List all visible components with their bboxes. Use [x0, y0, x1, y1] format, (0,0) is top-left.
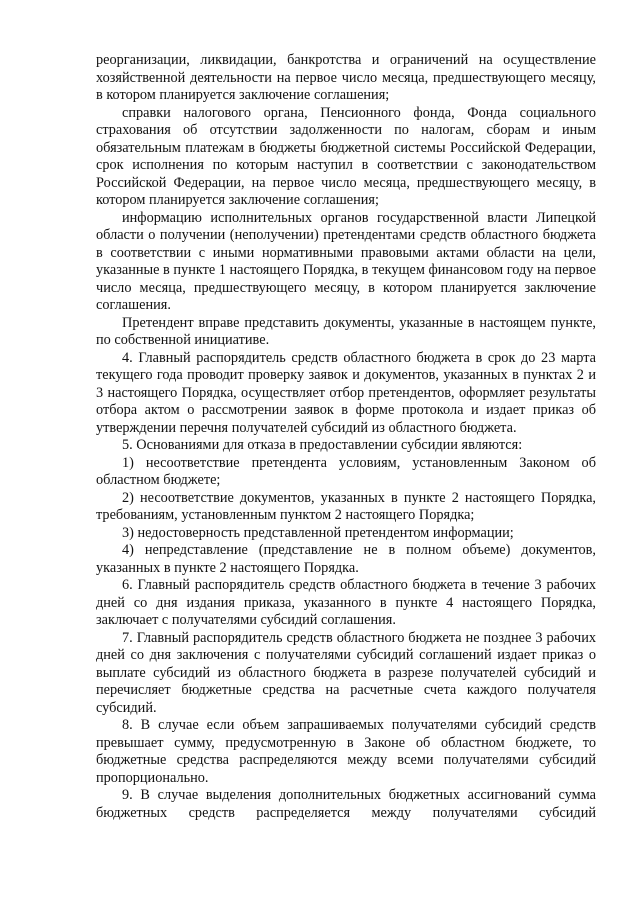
- paragraph-reason-3: 3) недостоверность представленной претендентом информации;: [122, 524, 514, 541]
- paragraph-reason-4: 4) непредставление (представление не в полном объеме) документов, указанных в пункте 2 настоящего Порядка.: [96, 542, 596, 576]
- paragraph-item-8: 8. В случае если объем запрашиваемых получателями субсидий средств превышает сумму, предусмотренную в Законе об областном бюджете, то бюджетные средства распределяются между всеми получателями субсидий пропорционально.: [96, 717, 596, 786]
- paragraph-own-initiative: Претендент вправе представить документы, указанные в настоящем пункте, по собственной инициативе.: [96, 314, 596, 348]
- paragraph-item-7: 7. Главный распорядитель средств областного бюджета не позднее 3 рабочих дней со дня заключения с получателями субсидий соглашений издает приказ о выплате субсидий из областного бюджета в разрезе получателей субсидий и перечисляет бюджетные средства на расчетные счета каждого получателя субсидий.: [96, 629, 596, 716]
- paragraph-item-9: 9. В случае выделения дополнительных бюджетных ассигнований сумма бюджетных средств распределяется между получателями субсидий: [96, 787, 596, 821]
- paragraph-continuation: реорганизации, ликвидации, банкротства и ограничений на осуществление хозяйственной деятельности на первое число месяца, предшествующего месяцу, в котором планируется заключение соглашения;: [96, 52, 596, 103]
- paragraph-item-4: 4. Главный распорядитель средств областного бюджета в срок до 23 марта текущего года проводит проверку заявок и документов, указанных в пунктах 2 и 3 настоящего Порядка, осуществляет отбор претендентов, оформляет результаты отбора актом о рассмотрении заявок в форме протокола и издает приказ об утверждении перечня получателей субсидий из областного бюджета.: [96, 349, 596, 436]
- paragraph-item-5: 5. Основаниями для отказа в предоставлении субсидии являются:: [122, 437, 523, 453]
- paragraph-tax-certificate: справки налогового органа, Пенсионного фонда, Фонда социального страхования об отсутствии задолженности по налогам, сборам и иным обязательным платежам в бюджеты бюджетной системы Российской Федерации, срок исполнения по которым наступил в соответствии с законодательством Российской Федерации, на первое число месяца, предшествующего месяцу, в котором планируется заключение соглашения;: [96, 104, 596, 208]
- paragraph-executive-info: информацию исполнительных органов государственной власти Липецкой области о получении (неполучении) претендентами средств областного бюджета в соответствии с иными нормативными правовыми актами области на цели, указанные в пункте 1 настоящего Порядка, в текущем финансовом году на первое число месяца, предшествующего месяцу, в котором планируется заключение соглашения.: [96, 209, 596, 313]
- paragraph-reason-2: 2) несоответствие документов, указанных в пункте 2 настоящего Порядка, требованиям, установленным пунктом 2 настоящего Порядка;: [96, 489, 596, 523]
- paragraph-item-6: 6. Главный распорядитель средств областного бюджета в течение 3 рабочих дней со дня издания приказа, указанного в пункте 4 настоящего Порядка, заключает с получателями субсидий соглашения.: [96, 577, 596, 628]
- paragraph-reason-1: 1) несоответствие претендента условиям, установленным Законом об областном бюджете;: [96, 454, 596, 488]
